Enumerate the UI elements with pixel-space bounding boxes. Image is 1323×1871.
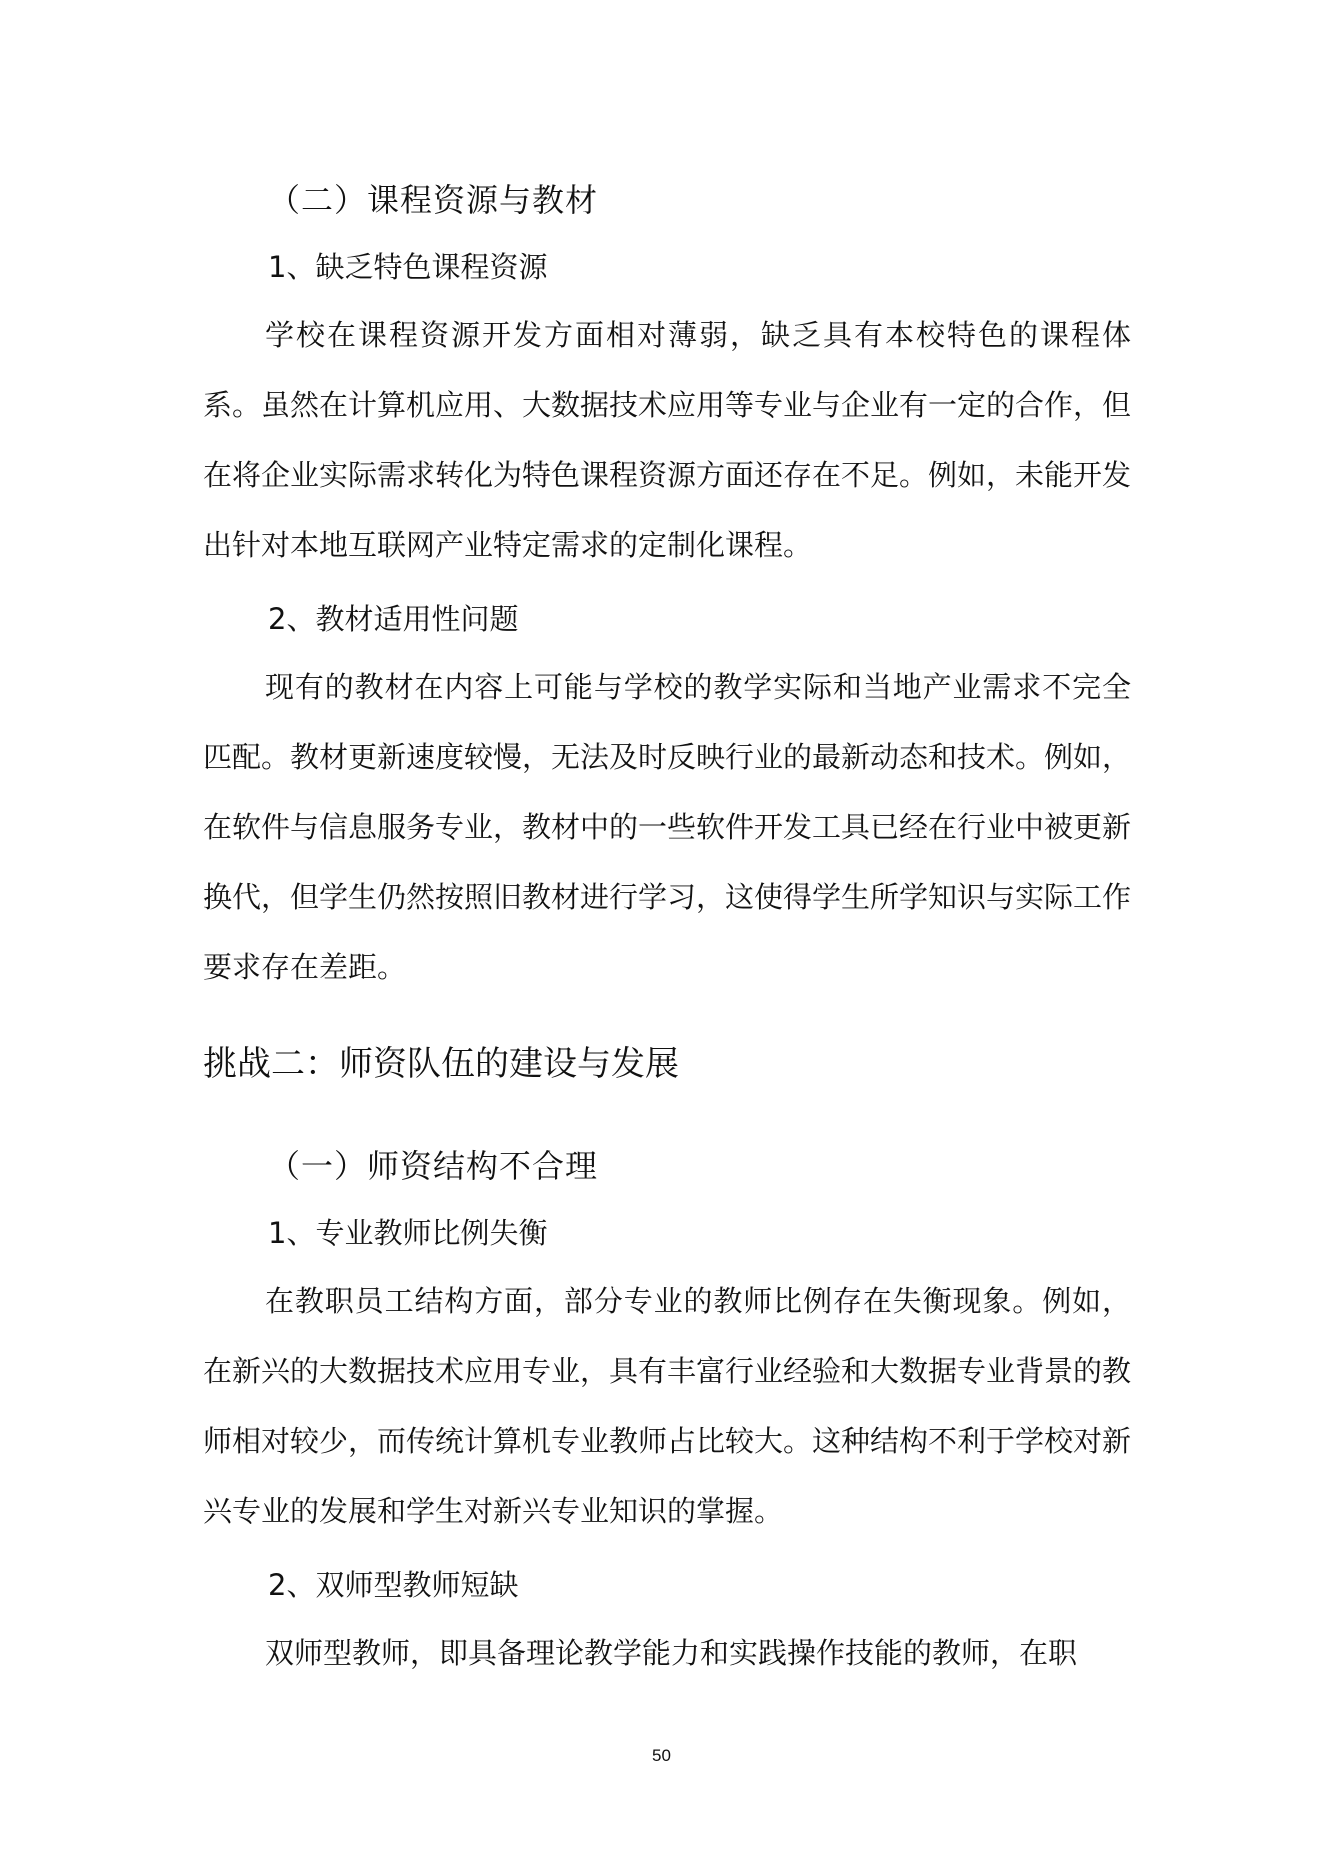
item-heading-textbook-applicability: 2、教材适用性问题 [268, 602, 519, 636]
paragraph-teacher-ratio: 在教职员工结构方面，部分专业的教师比例存在失衡现象。例如，在新兴的大数据技术应用专业，具有丰富行业经验和大数据专业背景的教师相对较少，而传统计算机专业教师占比较大。这种结构不利于学校对新兴专业的发展和学生对新兴专业知识的掌握。 [203, 1284, 1132, 1528]
section-heading-staff-structure: （一）师资结构不合理 [268, 1147, 599, 1185]
page-number: 50 [652, 1746, 671, 1765]
challenge-heading-teaching-staff: 挑战二：师资队伍的建设与发展 [203, 1044, 679, 1084]
paragraph-characteristic-courses: 学校在课程资源开发方面相对薄弱，缺乏具有本校特色的课程体系。虽然在计算机应用、大数据技术应用等专业与企业有一定的合作，但在将企业实际需求转化为特色课程资源方面还存在不足。例如，未能开发出针对本地互联网产业特定需求的定制化课程。 [203, 318, 1132, 562]
paragraph-textbook-applicability: 现有的教材在内容上可能与学校的教学实际和当地产业需求不完全匹配。教材更新速度较慢，无法及时反映行业的最新动态和技术。例如，在软件与信息服务专业，教材中的一些软件开发工具已经在行业中被更新换代，但学生仍然按照旧教材进行学习，这使得学生所学知识与实际工作要求存在差距。 [203, 670, 1132, 984]
item-heading-dual-qualified-teachers: 2、双师型教师短缺 [268, 1568, 519, 1602]
item-heading-teacher-ratio: 1、专业教师比例失衡 [268, 1216, 548, 1250]
paragraph-dual-qualified-teachers: 双师型教师，即具备理论教学能力和实践操作技能的教师，在职 [265, 1636, 1078, 1670]
item-heading-lack-of-characteristic-courses: 1、缺乏特色课程资源 [268, 250, 548, 284]
section-heading-course-resources: （二）课程资源与教材 [268, 181, 599, 219]
